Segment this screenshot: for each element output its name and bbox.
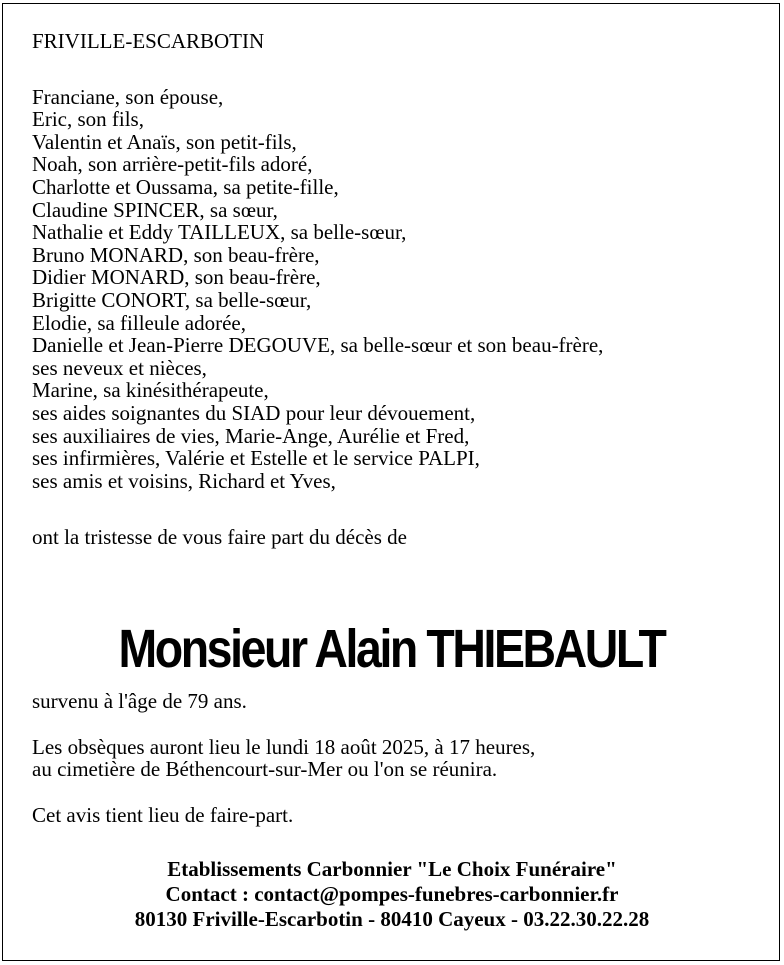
funeral-home-footer — [0, 857, 784, 932]
notice-header — [32, 30, 762, 549]
announcement-text: ont la tristesse de vous faire part du décès de — [32, 525, 407, 550]
family-member: Claudine SPINCER, sa sœur, — [32, 197, 278, 222]
family-list — [32, 86, 762, 493]
family-member: Nathalie et Eddy TAILLEUX, sa belle-sœur, — [32, 220, 407, 245]
family-member: ses aides soignantes du SIAD pour leur dévouement, — [32, 400, 476, 425]
family-member: Franciane, son épouse, — [32, 84, 224, 109]
address-phone: 80130 Friville-Escarbotin - 80410 Cayeux - 03.22.30.22.28 — [134, 907, 650, 931]
closing-text: Cet avis tient lieu de faire-part. — [32, 802, 294, 827]
family-member: ses infirmières, Valérie et Estelle et le service PALPI, — [32, 446, 480, 471]
family-member: Elodie, sa filleule adorée, — [32, 310, 246, 335]
funeral-details-line: Les obsèques auront lieu le lundi 18 août 2025, à 17 heures, — [32, 734, 536, 759]
age-text: survenu à l'âge de 79 ans. — [32, 689, 247, 713]
family-member: Charlotte et Oussama, sa petite-fille, — [32, 174, 339, 199]
family-member: Valentin et Anaïs, son petit-fils, — [32, 129, 297, 154]
family-member: Bruno MONARD, son beau-frère, — [32, 242, 320, 267]
contact-email: Contact : contact@pompes-funebres-carbonnier.fr — [165, 882, 619, 906]
deceased-name: Monsieur Alain THIEBAULT — [118, 619, 665, 679]
town-heading: FRIVILLE-ESCARBOTIN — [32, 29, 265, 53]
notice-details — [32, 690, 762, 826]
family-member: Danielle et Jean-Pierre DEGOUVE, sa belle-sœur et son beau-frère, — [32, 333, 604, 358]
family-member: Noah, son arrière-petit-fils adoré, — [32, 152, 313, 177]
family-member: Brigitte CONORT, sa belle-sœur, — [32, 287, 312, 312]
family-member: Marine, sa kinésithérapeute, — [32, 378, 269, 403]
funeral-location-line: au cimetière de Béthencourt-sur-Mer ou l'on se réunira. — [32, 757, 498, 782]
family-member: ses auxiliaires de vies, Marie-Ange, Aurélie et Fred, — [32, 423, 470, 448]
family-member: ses neveux et nièces, — [32, 355, 207, 380]
family-member: ses amis et voisins, Richard et Yves, — [32, 468, 336, 493]
family-member: Didier MONARD, son beau-frère, — [32, 265, 321, 290]
family-member: Eric, son fils, — [32, 107, 144, 132]
company-name: Etablissements Carbonnier "Le Choix Funéraire" — [167, 857, 617, 881]
